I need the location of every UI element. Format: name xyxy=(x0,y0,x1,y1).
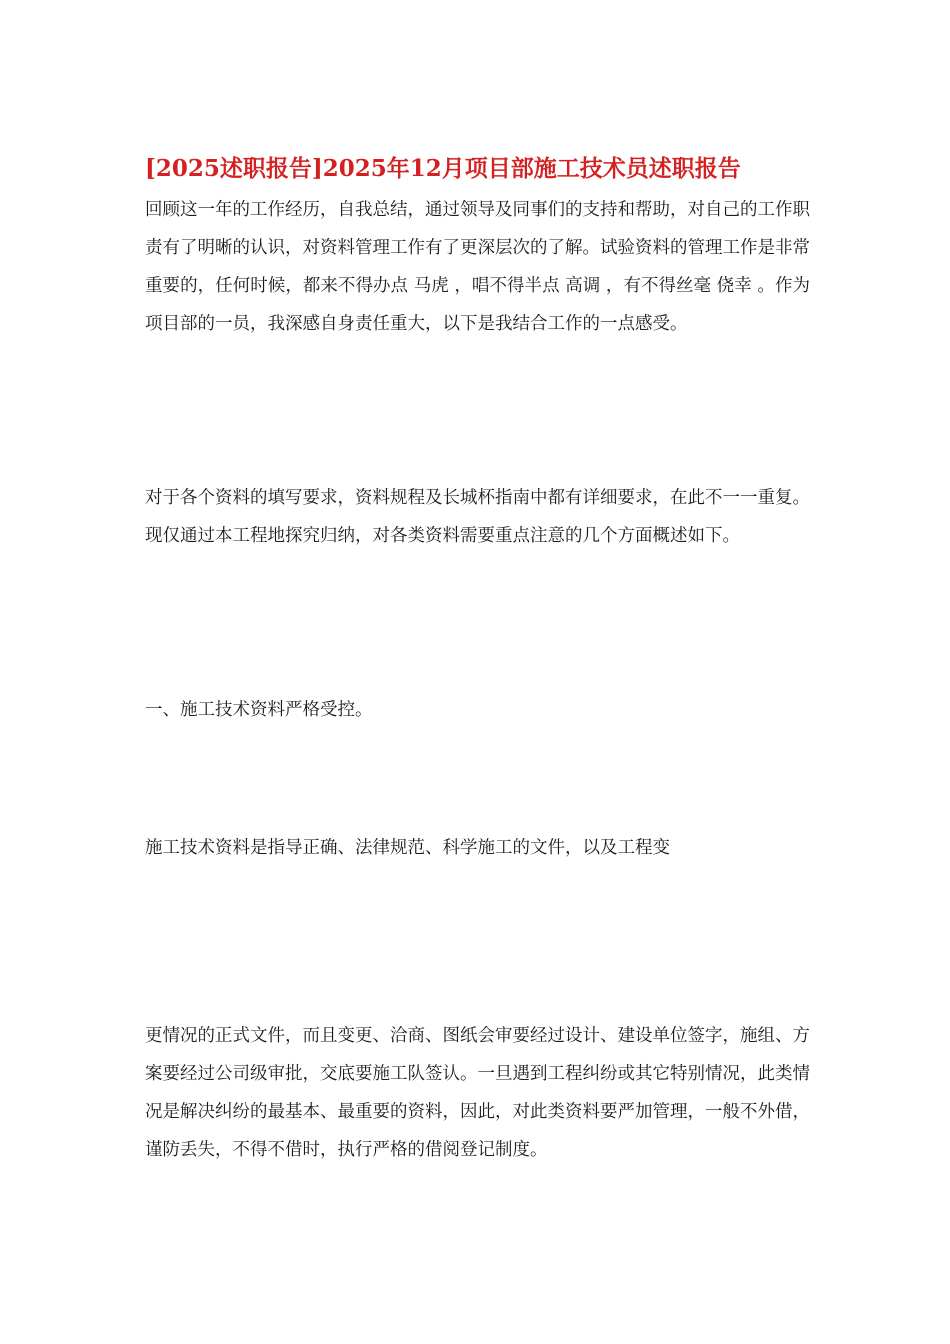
section-heading-1: 一、施工技术资料严格受控。 xyxy=(145,700,373,720)
document-title: [2025述职报告]2025年12月项目部施工技术员述职报告 xyxy=(145,155,741,182)
paragraph-review: 回顾这一年的工作经历，自我总结，通过领导及同事们的支持和帮助，对自己的工作职责有了明晰的认识，对资料管理工作有了更深层次的了解。试验资料的管理工作是非常重要的，任何时候，都来不得办点 马虎 ，唱不得半点 高调 ，有不得丝毫 侥幸 。作为项目部的一员，我深感自身责任重大，以下是我结合工作的一点感受。 xyxy=(145,200,810,334)
paragraph-requirements: 对于各个资料的填写要求，资料规程及长城杯指南中都有详细要求，在此不一一重复。现仅通过本工程地探究归纳，对各类资料需要重点注意的几个方面概述如下。 xyxy=(145,488,810,546)
paragraph-change-docs: 更情况的正式文件，而且变更、洽商、图纸会审要经过设计、建设单位签字，施组、方案要经过公司级审批，交底要施工队签认。一旦遇到工程纠纷或其它特别情况，此类情况是解决纠纷的最基本、最重要的资料，因此，对此类资料要严加管理，一般不外借，谨防丢失，不得不借时，执行严格的借阅登记制度。 xyxy=(145,1026,810,1160)
paragraph-technical-docs: 施工技术资料是指导正确、法律规范、科学施工的文件，以及工程变 xyxy=(145,838,670,858)
